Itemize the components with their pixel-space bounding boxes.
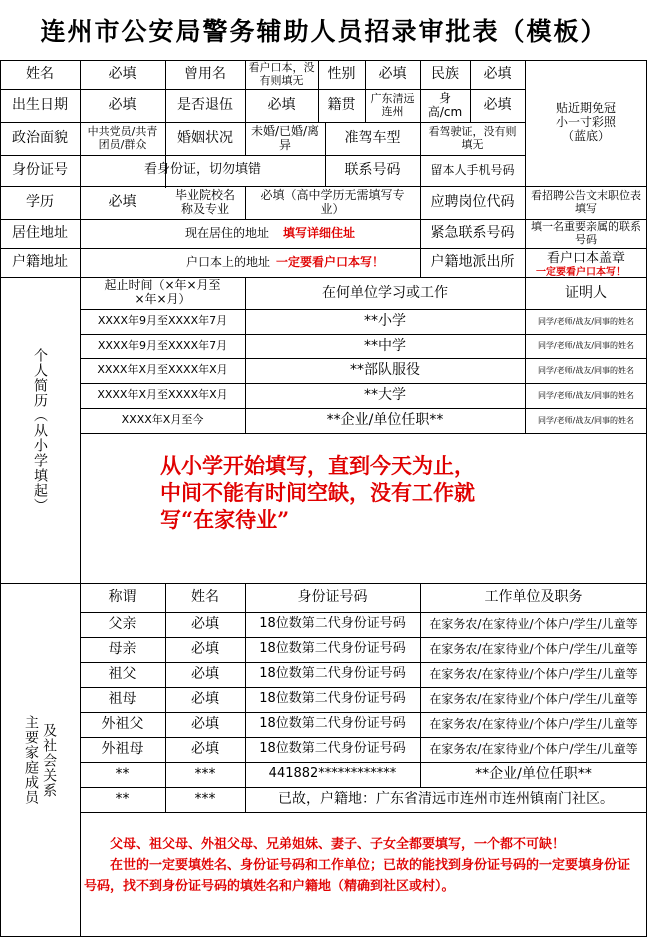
family-row-id[interactable]: 18位数第二代身份证号码 [259,691,406,707]
resume-header-place: 在何单位学习或工作 [322,284,448,301]
family-row-work[interactable]: 在家务农/在家待业/个体户/学生/儿童等 [429,666,638,681]
police-station-note: 一定要看户口本写！ [536,266,626,278]
education-field[interactable]: 必填 [108,194,137,211]
post-code-label: 应聘岗位代码 [430,194,515,211]
gender-field[interactable]: 必填 [378,66,407,83]
birth-field[interactable]: 必填 [108,97,137,114]
address-note: 填写详细住址 [283,225,356,240]
resume-row-place[interactable]: **小学 [364,313,406,330]
family-row-relation: ** [115,791,130,808]
marital-label: 婚姻状况 [177,130,233,147]
family-row-work[interactable]: 在家务农/在家待业/个体户/学生/儿童等 [429,741,638,756]
family-row-work[interactable]: 在家务农/在家待业/个体户/学生/儿童等 [429,616,638,631]
family-row-relation: 父亲 [108,616,137,633]
family-row-name[interactable]: *** [194,791,216,808]
family-row-id[interactable]: 18位数第二代身份证号码 [259,666,406,682]
family-row-relation: 母亲 [108,641,137,658]
resume-row-witness[interactable]: 同学/老师/战友/同事的姓名 [537,390,635,400]
hukou-value: 户口本上的地址 [185,254,270,269]
resume-row-place[interactable]: **部队服役 [350,362,420,379]
resume-row-place[interactable]: **企业/单位任职** [326,412,444,429]
military-label: 是否退伍 [177,97,233,114]
hukou-field[interactable] [80,248,420,277]
family-header-name: 姓名 [191,589,219,606]
resume-row-witness[interactable]: 同学/老师/战友/同事的姓名 [537,365,635,375]
ethnicity-field[interactable]: 必填 [483,66,512,83]
family-header-id: 身份证号码 [297,589,368,606]
political-field[interactable]: 中共党员/共青团员/群众 [87,125,158,151]
license-field[interactable]: 看驾驶证，没有则填无 [428,125,517,151]
resume-header-witness: 证明人 [565,284,607,301]
height-field[interactable]: 必填 [483,97,512,114]
height-label: 身高/cm [427,90,463,119]
family-row-work[interactable]: 在家务农/在家待业/个体户/学生/儿童等 [429,716,638,731]
family-row-relation: ** [115,766,130,783]
id-field[interactable]: 看身份证，切勿填错 [143,162,261,178]
family-row-name[interactable]: 必填 [191,616,219,633]
police-station-label: 户籍地派出所 [430,254,515,271]
resume-row-witness[interactable]: 同学/老师/战友/同事的姓名 [537,341,635,351]
license-label: 准驾车型 [344,130,401,147]
hukou-note: 一定要看户口本写！ [276,254,385,269]
resume-row-place[interactable]: **中学 [364,337,406,354]
resume-row-time[interactable]: XXXX年X月至今 [121,413,204,427]
family-row-name[interactable]: *** [194,766,216,783]
photo-box[interactable]: 贴近期免冠小一寸彩照（蓝底） [555,101,616,143]
family-row-relation: 祖母 [108,691,137,708]
phone-field[interactable]: 留本人手机号码 [430,162,515,177]
address-value: 现在居住的地址 [184,225,269,240]
address-label: 居住地址 [12,225,68,242]
birth-label: 出生日期 [12,97,68,114]
family-row-name[interactable]: 必填 [191,641,219,658]
resume-row-time[interactable]: XXXX年9月至XXXX年7月 [97,314,228,328]
family-row-deceased-info[interactable]: 已故，户籍地：广东省清远市连州市连州镇南门社区。 [278,791,614,808]
resume-row-time[interactable]: XXXX年X月至XXXX年X月 [97,388,228,402]
name-label: 姓名 [26,66,54,83]
resume-row-place[interactable]: **大学 [364,387,406,404]
family-row-name[interactable]: 必填 [191,666,219,683]
resume-row-time[interactable]: XXXX年9月至XXXX年7月 [97,338,228,352]
family-row-id[interactable]: 18位数第二代身份证号码 [259,641,406,657]
form-title: 连州市公安局警务辅助人员招录审批表（模板） [40,17,608,46]
ethnicity-label: 民族 [431,66,459,83]
resume-row-time[interactable]: XXXX年X月至XXXX年X月 [97,363,228,377]
resume-instruction: 从小学开始填写，直到今天为止， 中间不能有时间空缺，没有工作就 写“在家待业” [160,453,475,532]
political-label: 政治面貌 [12,130,68,147]
family-row-work[interactable]: 在家务农/在家待业/个体户/学生/儿童等 [429,641,638,656]
resume-row-witness[interactable]: 同学/老师/战友/同事的姓名 [537,415,635,425]
name-field[interactable]: 必填 [108,66,137,83]
school-label: 毕业院校名称及专业 [174,187,235,216]
address-field[interactable] [80,219,420,248]
family-header-relation: 称谓 [108,589,137,606]
family-row-relation: 祖父 [108,666,137,683]
marital-field[interactable]: 未婚/已婚/离异 [250,123,320,152]
school-field[interactable]: 必填（高中学历无需填写专业） [260,187,405,216]
family-header-work: 工作单位及职务 [484,589,583,606]
alias-label: 曾用名 [184,66,226,83]
family-row-work[interactable]: **企业/单位任职** [475,766,592,783]
emergency-label: 紧急联系号码 [430,225,515,242]
military-field[interactable]: 必填 [267,97,296,114]
hukou-label: 户籍地址 [12,254,68,271]
native-field[interactable]: 广东清远连州 [370,92,415,118]
family-row-relation: 外祖母 [101,741,144,758]
family-row-name[interactable]: 必填 [191,741,219,758]
police-station-field[interactable]: 看户口本盖章 [546,250,625,266]
resume-section-label: 个人简历（从小学填起） [32,347,49,513]
family-section-label: 主要家庭成员 及社会关系 [23,715,58,805]
native-label: 籍贯 [327,97,356,114]
family-row-id[interactable]: 441882************ [268,766,397,782]
family-instruction: 父母、祖父母、外祖父母、兄弟姐妹、妻子、子女全都要填写，一个都不可缺！ 在世的一定要填姓名、身份证号码和工作单位；已故的能找到身份证号码的一定要填身份证号码，找不到身份证号码的填姓名和户籍地（精确到社区或村）。 [84,837,631,894]
alias-field[interactable]: 看户口本，没有则填无 [248,61,315,87]
family-row-id[interactable]: 18位数第二代身份证号码 [259,716,406,732]
phone-label: 联系号码 [344,162,401,179]
id-label: 身份证号 [12,162,68,179]
gender-label: 性别 [327,66,356,83]
family-row-work[interactable]: 在家务农/在家待业/个体户/学生/儿童等 [429,691,638,706]
emergency-field[interactable]: 填一名重要亲属的联系号码 [531,220,641,246]
resume-row-witness[interactable]: 同学/老师/战友/同事的姓名 [537,316,635,326]
family-row-relation: 外祖父 [101,716,144,733]
family-row-name[interactable]: 必填 [191,691,219,708]
resume-header-time: 起止时间（×年×月至×年×月） [104,278,221,306]
family-row-id[interactable]: 18位数第二代身份证号码 [259,616,406,632]
family-row-id[interactable]: 18位数第二代身份证号码 [259,741,406,757]
post-code-field[interactable]: 看招聘公告文末职位表填写 [531,189,641,215]
education-label: 学历 [26,194,54,211]
family-row-name[interactable]: 必填 [191,716,219,733]
